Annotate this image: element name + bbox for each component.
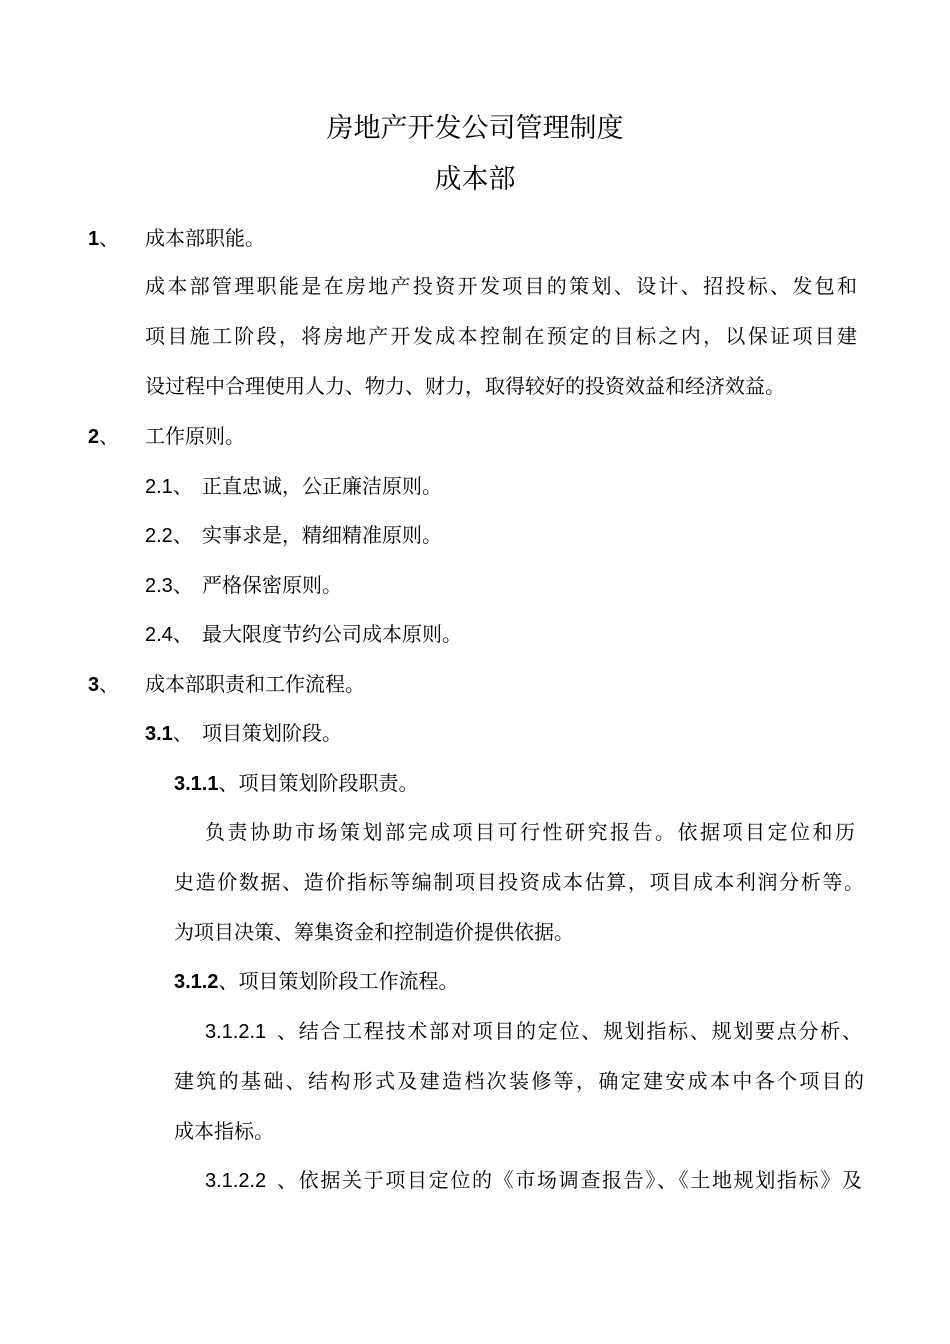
list-item (145, 472, 193, 501)
list-item-number: 2.3 (145, 575, 173, 597)
subsection-3-1-heading (145, 719, 193, 748)
section-3-title: 成本部职责和工作流程。 (145, 672, 365, 696)
subsection-3-1-title: 项目策划阶段。 (202, 721, 342, 745)
list-item-number: 2.4 (145, 624, 173, 646)
paragraph-line: 项目施工阶段，将房地产开发成本控制在预定的目标之内，以保证项目建 (145, 324, 857, 348)
section-2-heading (88, 422, 119, 451)
list-item (145, 620, 193, 649)
section-separator: 、 (99, 226, 120, 250)
paragraph-line: 成本指标。 (174, 1119, 274, 1143)
list-item-text: 严格保密原则。 (202, 573, 342, 597)
section-1-heading (88, 224, 119, 253)
list-item-separator: 、 (172, 523, 193, 547)
document-title: 房地产开发公司管理制度 (326, 113, 624, 144)
clause-number: 3.1.2.1 (205, 1021, 267, 1043)
paragraph-line: 成本部管理职能是在房地产投资开发项目的策划、设计、招投标、发包和 (145, 274, 857, 298)
subsection-title: 、项目策划阶段职责。 (218, 771, 419, 795)
list-item-number: 2.1 (145, 476, 173, 498)
list-item-text: 实事求是，精细精准原则。 (202, 523, 442, 547)
paragraph-line: 、依据关于项目定位的《市场调查报告》、《土地规划指标》及 (277, 1168, 862, 1192)
clause-3-1-2-2-number (205, 1166, 266, 1195)
list-item-number: 2.2 (145, 525, 173, 547)
list-item-separator: 、 (172, 622, 193, 646)
subsection-separator: 、 (172, 721, 193, 745)
list-item (145, 521, 193, 550)
subsection-number: 3.1.2 (174, 971, 219, 993)
list-item (145, 571, 193, 600)
clause-number: 3.1.2.2 (205, 1170, 267, 1192)
list-item-separator: 、 (172, 474, 193, 498)
list-item-text: 最大限度节约公司成本原则。 (202, 622, 462, 646)
section-separator: 、 (99, 672, 120, 696)
subsection-number: 3.1 (145, 723, 173, 745)
section-2-title: 工作原则。 (145, 424, 245, 448)
section-separator: 、 (99, 424, 120, 448)
section-3-heading (88, 670, 119, 699)
subsection-number: 3.1.1 (174, 773, 219, 795)
section-1-title: 成本部职能。 (145, 226, 265, 250)
subsection-3-1-2-heading (174, 967, 458, 996)
paragraph-line: 设过程中合理使用人力、物力、财力，取得较好的投资效益和经济效益。 (145, 374, 785, 398)
paragraph-line: 、结合工程技术部对项目的定位、规划指标、规划要点分析、 (277, 1019, 862, 1043)
document-subtitle: 成本部 (434, 164, 516, 195)
list-item-separator: 、 (172, 573, 193, 597)
subsection-title: 、项目策划阶段工作流程。 (218, 969, 459, 993)
paragraph-line: 建筑的基础、结构形式及建造档次装修等，确定建安成本中各个项目的 (174, 1069, 864, 1093)
paragraph-line: 负责协助市场策划部完成项目可行性研究报告。依据项目定位和历 (205, 820, 855, 844)
subsection-3-1-1-heading (174, 769, 418, 798)
section-number: 3 (88, 674, 100, 696)
list-item-text: 正直忠诚，公正廉洁原则。 (202, 474, 442, 498)
clause-3-1-2-1-number (205, 1017, 266, 1046)
paragraph-line: 为项目决策、筹集资金和控制造价提供依据。 (174, 920, 574, 944)
section-number: 2 (88, 426, 100, 448)
paragraph-line: 史造价数据、造价指标等编制项目投资成本估算，项目成本利润分析等。 (174, 870, 864, 894)
section-number: 1 (88, 228, 100, 250)
